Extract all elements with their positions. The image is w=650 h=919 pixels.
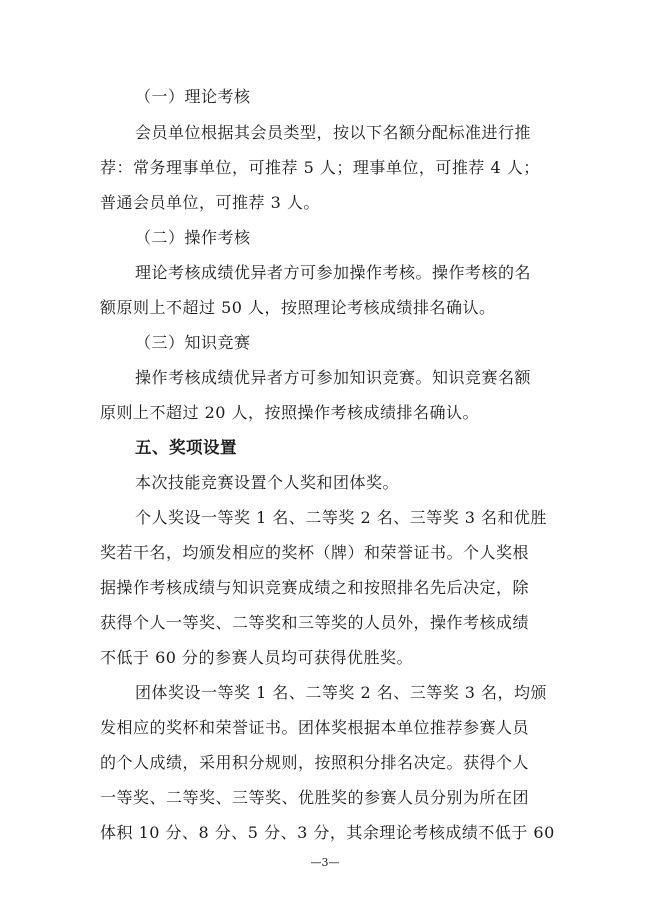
paragraph-line: 的个人成绩，采用积分规则，按照积分排名决定。获得个人 [100, 753, 530, 772]
paragraph-line: 额原则上不超过 50 人，按照理论考核成绩排名确认。 [100, 298, 496, 317]
page-number: —3— [310, 856, 340, 869]
paragraph-line: 发相应的奖杯和荣誉证书。团体奖根据本单位推荐参赛人员 [100, 718, 530, 737]
paragraph-line: 团体奖设一等奖 1 名、二等奖 2 名、三等奖 3 名，均颁 [135, 683, 548, 702]
paragraph-line: 本次技能竞赛设置个人奖和团体奖。 [135, 473, 400, 492]
paragraph-line: 一等奖、二等奖、三等奖、优胜奖的参赛人员分别为所在团 [100, 788, 530, 807]
paragraph-line: 不低于 60 分的参赛人员均可获得优胜奖。 [100, 648, 414, 667]
paragraph-line: 体积 10 分、8 分、5 分、3 分，其余理论考核成绩不低于 60 [100, 823, 555, 842]
subheading-knowledge-contest: （三）知识竞赛 [135, 333, 251, 352]
paragraph-line: 荐：常务理事单位，可推荐 5 人；理事单位，可推荐 4 人； [100, 158, 540, 177]
paragraph-line: 据操作考核成绩与知识竞赛成绩之和按照排名先后决定，除 [100, 578, 530, 597]
section-heading-awards: 五、奖项设置 [135, 438, 237, 457]
paragraph-line: 操作考核成绩优异者方可参加知识竞赛。知识竞赛名额 [135, 368, 532, 387]
paragraph-line: 奖若干名，均颁发相应的奖杯（牌）和荣誉证书。个人奖根 [100, 543, 530, 562]
subheading-theory-exam: （一）理论考核 [135, 87, 251, 106]
paragraph-line: 个人奖设一等奖 1 名、二等奖 2 名、三等奖 3 名和优胜 [135, 508, 548, 527]
paragraph-line: 获得个人一等奖、二等奖和三等奖的人员外，操作考核成绩 [100, 613, 530, 632]
paragraph-line: 会员单位根据其会员类型，按以下名额分配标准进行推 [135, 123, 532, 142]
paragraph-line: 理论考核成绩优异者方可参加操作考核。操作考核的名 [135, 263, 532, 282]
subheading-operation-exam: （二）操作考核 [135, 228, 251, 247]
paragraph-line: 普通会员单位，可推荐 3 人。 [100, 193, 320, 212]
paragraph-line: 原则上不超过 20 人，按照操作考核成绩排名确认。 [100, 403, 480, 422]
